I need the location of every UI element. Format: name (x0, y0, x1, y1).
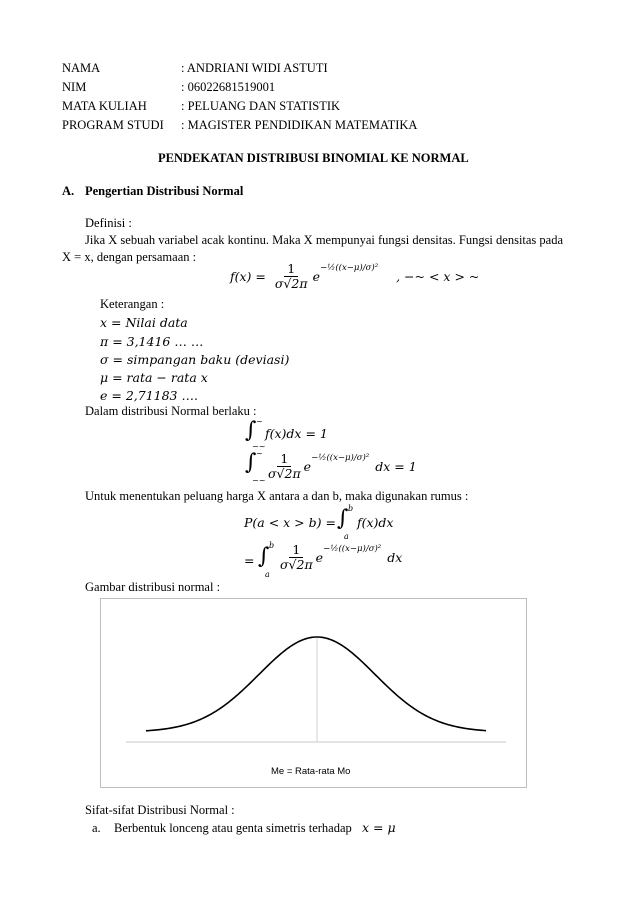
probability-rhs: f(x)dx (357, 515, 394, 530)
lower-limit: −~ (252, 476, 266, 485)
integral-tail: dx (387, 550, 403, 566)
equals-sign: = (244, 553, 255, 568)
definisi-line2: X = x, dengan persamaan : (62, 250, 197, 264)
integrand: f(x)dx = 1 (265, 426, 328, 441)
keterangan-item: σ = simpangan baku (deviasi) (100, 352, 290, 367)
list-item-marker: a. (92, 821, 101, 835)
integral-sign: ∫ (245, 418, 257, 443)
header-value-nim: : 06022681519001 (181, 80, 276, 94)
exponent: −½((x−μ)/σ)² (323, 543, 382, 554)
keterangan-item: π = 3,1416 … … (100, 334, 204, 349)
integral-total (245, 417, 365, 451)
integral-sign: ∫ (258, 544, 270, 569)
peluang-text: Untuk menentukan peluang harga X antara a dan b, maka digunakan rumus : (85, 489, 469, 503)
section-heading: Pengertian Distribusi Normal (85, 184, 244, 198)
fraction-denominator: σ√2π (280, 557, 313, 573)
integral-sign: ∫ (245, 450, 257, 475)
integral-density (245, 449, 417, 488)
header-value-mata-kuliah: : PELUANG DAN STATISTIK (181, 99, 341, 113)
header-label-program-studi: PROGRAM STUDI (62, 118, 164, 132)
density-formula (230, 262, 479, 292)
definisi-line1: Jika X sebuah variabel acak kontinu. Maka X mempunyai fungsi densitas. Fungsi densitas pada (85, 233, 564, 247)
upper-limit: b (269, 541, 275, 550)
header-label-mata-kuliah: MATA KULIAH (62, 99, 147, 113)
upper-limit: ~ (256, 417, 263, 426)
normal-curve-svg (101, 599, 526, 787)
exponential-base: e (315, 550, 324, 566)
integral-tail: dx = 1 (375, 459, 417, 475)
upper-limit: b (348, 504, 354, 513)
keterangan-label: Keterangan : (100, 297, 165, 311)
exponential-base: e (312, 269, 320, 285)
header-label-nama: NAMA (62, 61, 101, 75)
integrand (265, 452, 417, 482)
header-label-nim: NIM (62, 80, 87, 94)
sifat-label: Sifat-sifat Distribusi Normal : (85, 803, 235, 817)
fraction-denominator: σ√2π (268, 466, 301, 482)
keterangan-item: μ = rata − rata x (100, 370, 208, 385)
exponential-base: e (303, 459, 312, 475)
header-value-nama: : ANDRIANI WIDI ASTUTI (181, 61, 328, 75)
formula-fraction (265, 452, 304, 482)
fraction-numerator: 1 (289, 543, 303, 558)
probability-formula-expanded (244, 543, 404, 583)
figure-caption: Me = Rata-rata Mo (271, 766, 351, 777)
upper-limit: ~ (256, 449, 263, 458)
list-item-math: x = μ (362, 820, 396, 835)
exponent: −½((x−μ)/σ)² (311, 452, 370, 463)
section-marker: A. (62, 184, 75, 198)
exponent: −½((x−μ)/σ)² (319, 262, 379, 273)
lower-limit: a (344, 532, 349, 541)
fraction-numerator: 1 (277, 452, 291, 467)
fraction-denominator: σ√2π (274, 276, 308, 292)
probability-formula (244, 503, 404, 539)
normal-distribution-figure (100, 598, 527, 788)
formula-fraction (277, 543, 316, 573)
gambar-label: Gambar distribusi normal : (85, 580, 221, 594)
probability-lhs: P(a < x > b) = (244, 515, 336, 530)
lower-limit: −~ (252, 442, 266, 451)
list-item-text: Berbentuk lonceng atau genta simetris terhadap (114, 821, 352, 835)
formula-fraction (272, 262, 311, 292)
integral-sign: ∫ (337, 506, 349, 531)
definisi-label: Definisi : (85, 216, 132, 230)
berlaku-label: Dalam distribusi Normal berlaku : (85, 404, 257, 418)
fraction-numerator: 1 (284, 262, 298, 277)
formula-lhs: f(x) = (230, 269, 266, 285)
keterangan-item: e = 2,71183 …. (100, 388, 198, 403)
bell-curve (146, 637, 486, 731)
header-value-program-studi: : MAGISTER PENDIDIKAN MATEMATIKA (181, 118, 418, 132)
formula-range: , −~ < x > ~ (396, 269, 480, 285)
keterangan-item: x = Nilai data (100, 315, 188, 330)
lower-limit: a (265, 570, 270, 579)
page-title: PENDEKATAN DISTRIBUSI BINOMIAL KE NORMAL (158, 151, 469, 165)
integrand (277, 543, 402, 573)
